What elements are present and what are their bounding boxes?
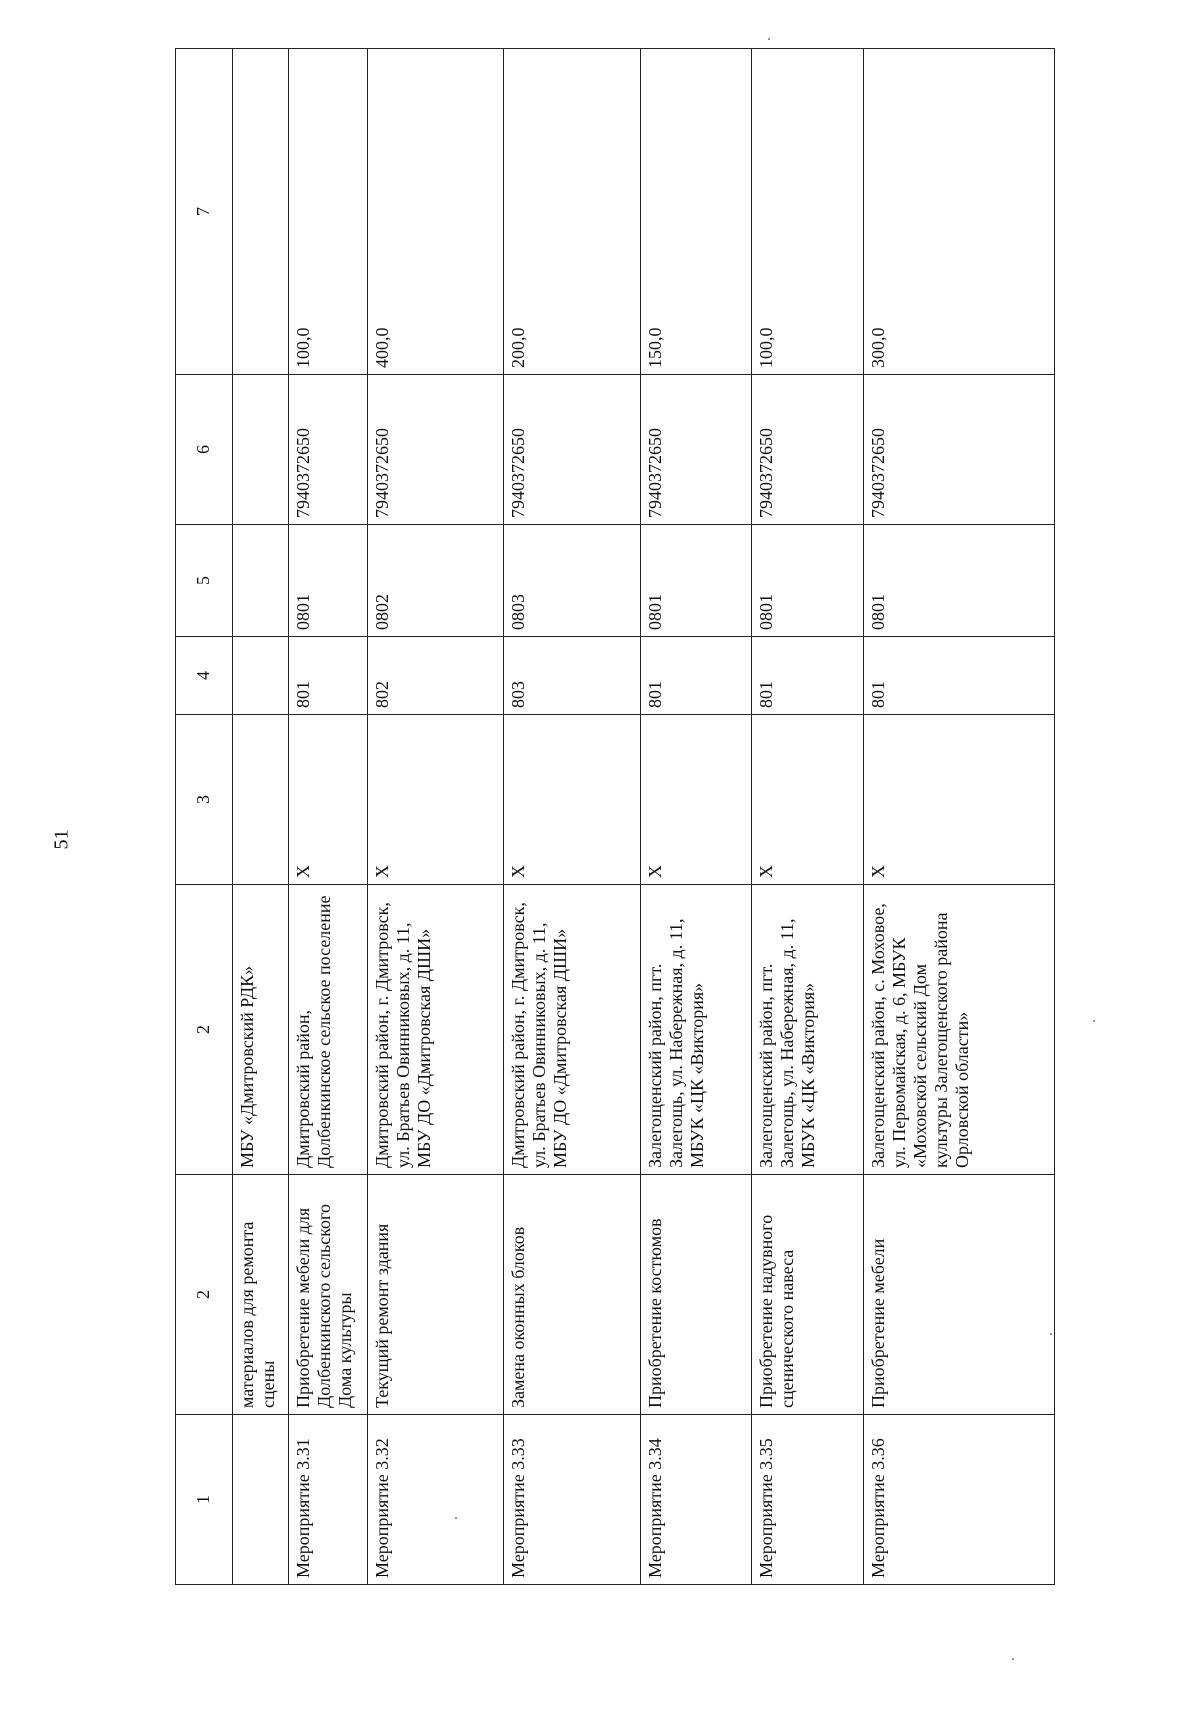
header-col-1: 1 [176,1415,233,1585]
cell-c3 [232,715,288,885]
rotated-table-wrapper [175,49,1055,1585]
header-col-7: 7 [176,49,233,375]
cell-c6: 7940372650 [752,375,863,525]
cell-c2a: материалов для ремонта сцены [232,1175,288,1415]
document-table [175,48,1055,1585]
cell-c7: 400,0 [367,49,504,375]
cell-c7: 200,0 [504,49,641,375]
scan-speck [768,38,770,40]
cell-c7: 100,0 [752,49,863,375]
cell-c4: 802 [367,637,504,715]
cell-c4: 801 [752,637,863,715]
cell-c3: Х [504,715,641,885]
cell-c5: 0802 [367,525,504,637]
table-row [232,49,288,1585]
table-row [863,49,1054,1585]
header-col-5: 5 [176,525,233,637]
cell-c5: 0801 [863,525,1054,637]
cell-c5: 0801 [288,525,367,637]
cell-c7: 300,0 [863,49,1054,375]
cell-c2a: Текущий ремонт здания [367,1175,504,1415]
scan-speck [1012,1658,1014,1660]
cell-c5: 0801 [640,525,751,637]
cell-c3: Х [752,715,863,885]
cell-c1: Мероприятие 3.31 [288,1415,367,1585]
cell-c6: 7940372650 [288,375,367,525]
cell-c2a: Приобретение надувного сценического навеса [752,1175,863,1415]
cell-c4: 801 [863,637,1054,715]
cell-c2b: Залегощенский район, пгт. Залегощь, ул. Набережная, д. 11, МБУК «ЦК «Виктория» [640,885,751,1175]
cell-c1: Мероприятие 3.34 [640,1415,751,1585]
cell-c7: 100,0 [288,49,367,375]
cell-c6: 7940372650 [367,375,504,525]
table-row [640,49,751,1585]
table-row [504,49,641,1585]
cell-c2b: Дмитровский район, Долбенкинское сельское поселение [288,885,367,1175]
cell-c2b: Дмитровский район, г. Дмитровск, ул. Братьев Овинниковых, д. 11, МБУ ДО «Дмитровская ДШИ» [504,885,641,1175]
cell-c2b: Залегощенский район, пгт. Залегощь, ул. Набережная, д. 11, МБУК «ЦК «Виктория» [752,885,863,1175]
cell-c6 [232,375,288,525]
cell-c6: 7940372650 [640,375,751,525]
cell-c5: 0803 [504,525,641,637]
scan-speck [455,1517,457,1519]
cell-c7 [232,49,288,375]
cell-c2a: Приобретение мебели [863,1175,1054,1415]
cell-c2a: Приобретение мебели для Долбенкинского сельского Дома культуры [288,1175,367,1415]
cell-c1: Мероприятие 3.32 [367,1415,504,1585]
header-col-4: 4 [176,637,233,715]
cell-c2a: Приобретение костюмов [640,1175,751,1415]
cell-c2b: Дмитровский район, г. Дмитровск, ул. Братьев Овинниковых, д. 11, МБУ ДО «Дмитровская ДШИ» [367,885,504,1175]
page-number: 51 [50,829,73,850]
header-col-3: 3 [176,715,233,885]
header-col-6: 6 [176,375,233,525]
cell-c3: Х [640,715,751,885]
cell-c6: 7940372650 [504,375,641,525]
cell-c5 [232,525,288,637]
cell-c3: Х [288,715,367,885]
cell-c3: Х [863,715,1054,885]
header-col-2b: 2 [176,885,233,1175]
table-row [752,49,863,1585]
table-row [288,49,367,1585]
table-row [367,49,504,1585]
cell-c4 [232,637,288,715]
cell-c2a: Замена оконных блоков [504,1175,641,1415]
scan-speck [1050,1333,1052,1335]
header-number-row [176,49,233,1585]
scan-speck [1093,1020,1095,1022]
cell-c1: Мероприятие 3.35 [752,1415,863,1585]
cell-c4: 801 [640,637,751,715]
cell-c3: Х [367,715,504,885]
cell-c6: 7940372650 [863,375,1054,525]
cell-c2b: Залегощенский район, с. Моховое, ул. Первомайская, д. 6, МБУК «Моховской сельский Дом культуры Залегощенского района Орловской области» [863,885,1054,1175]
cell-c1 [232,1415,288,1585]
cell-c7: 150,0 [640,49,751,375]
cell-c4: 801 [288,637,367,715]
cell-c4: 803 [504,637,641,715]
header-col-2a: 2 [176,1175,233,1415]
cell-c2b: МБУ «Дмитровский РДК» [232,885,288,1175]
cell-c1: Мероприятие 3.36 [863,1415,1054,1585]
cell-c1: Мероприятие 3.33 [504,1415,641,1585]
cell-c5: 0801 [752,525,863,637]
